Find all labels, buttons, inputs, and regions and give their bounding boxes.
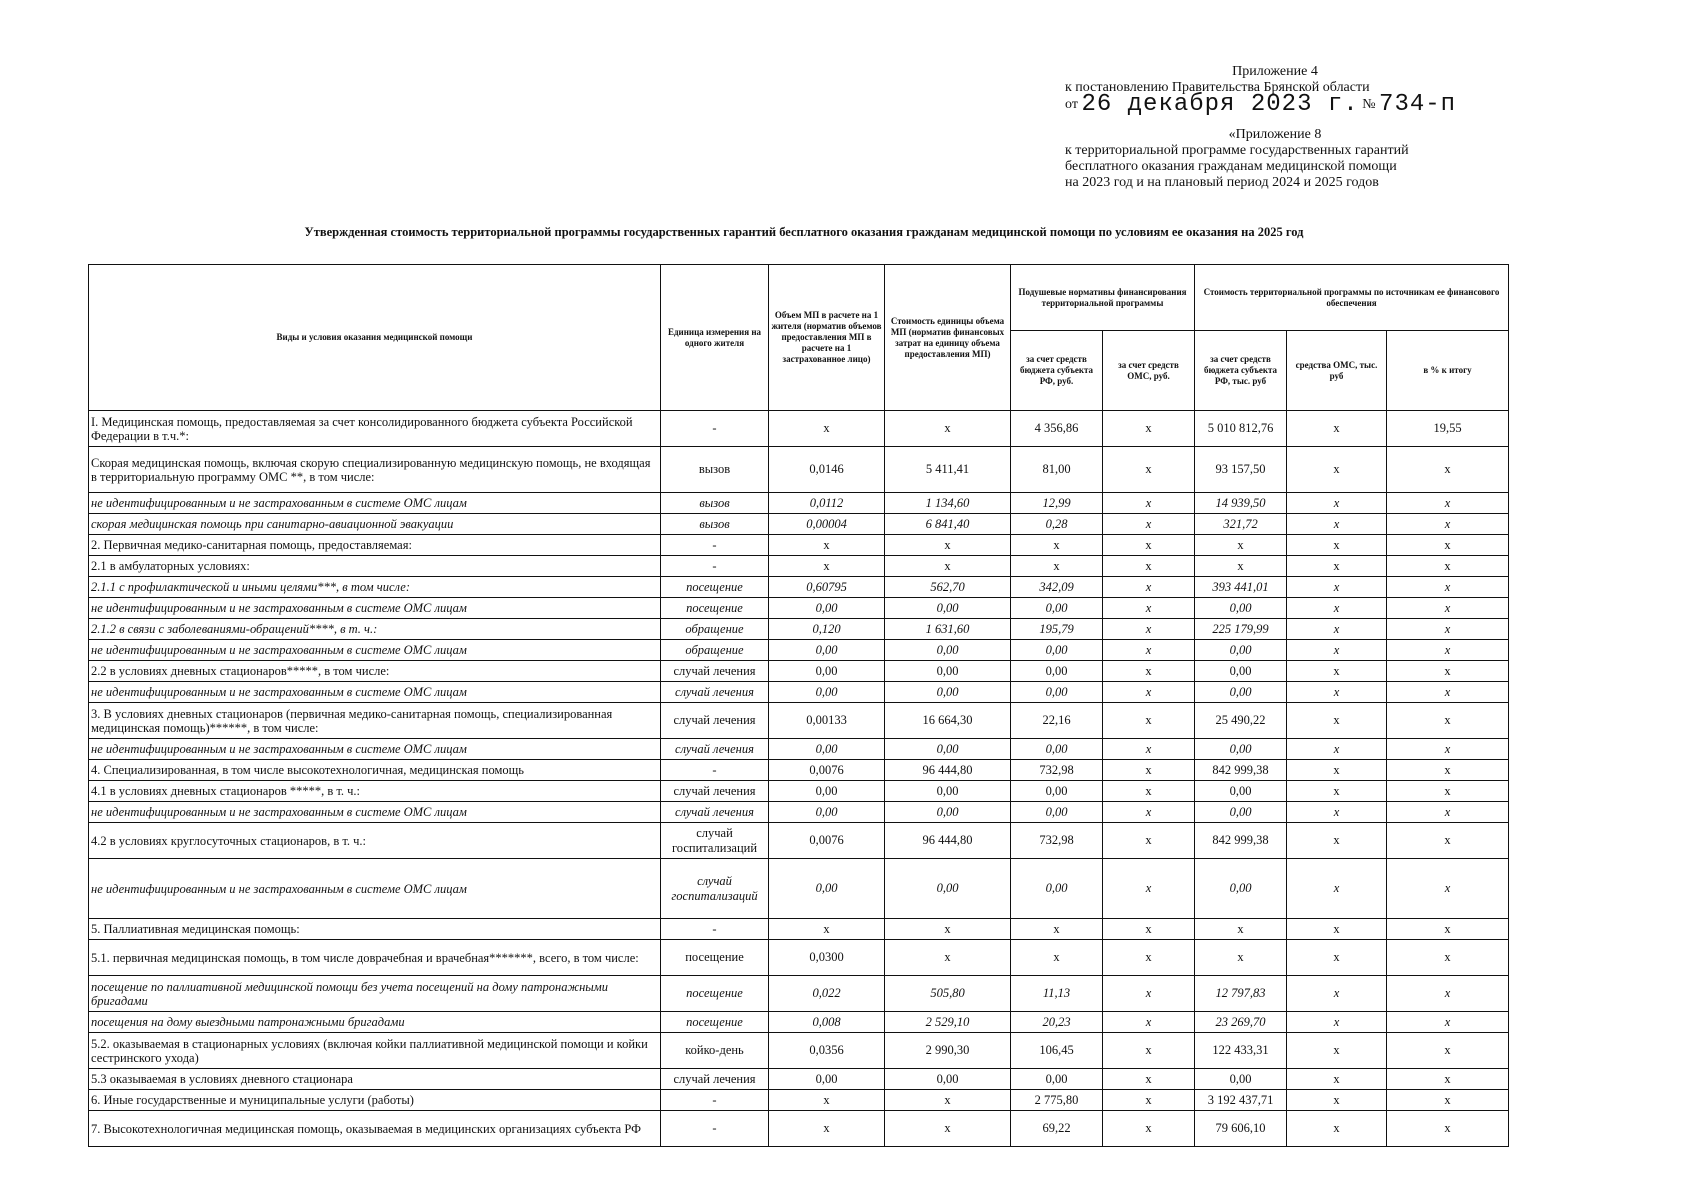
col-cost: Стоимость единицы объема МП (норматив финансовых затрат на единицу объема предоставления МП) [885, 265, 1011, 411]
cell-pc-oms: x [1103, 1111, 1195, 1147]
cell-budget: 842 999,38 [1195, 760, 1287, 781]
cell-budget: 0,00 [1195, 859, 1287, 919]
row-label: 5.3 оказываемая в условиях дневного стационара [89, 1069, 661, 1090]
cell-pc-budget: 732,98 [1011, 823, 1103, 859]
col-program-cost: Стоимость территориальной программы по источникам ее финансового обеспечения [1195, 265, 1509, 331]
cell-percent: x [1387, 940, 1509, 976]
cell-percent: x [1387, 493, 1509, 514]
appendix-header [1065, 64, 1485, 191]
cell-oms: x [1287, 823, 1387, 859]
cell-oms: x [1287, 514, 1387, 535]
cell-budget: 3 192 437,71 [1195, 1090, 1287, 1111]
cell-pc-oms: x [1103, 640, 1195, 661]
decree-reference: к постановлению Правительства Брянской области [1065, 80, 1370, 95]
cell-oms: x [1287, 1069, 1387, 1090]
cell-budget: 0,00 [1195, 682, 1287, 703]
table-row [89, 411, 1509, 447]
row-label: не идентифицированным и не застрахованным в системе ОМС лицам [89, 493, 661, 514]
cell-oms: x [1287, 493, 1387, 514]
cell-budget: 842 999,38 [1195, 823, 1287, 859]
appendix8-label: «Приложение 8 [1228, 127, 1322, 142]
cell-volume: x [769, 411, 885, 447]
cell-pc-budget: 0,00 [1011, 682, 1103, 703]
cell-pc-oms: x [1103, 781, 1195, 802]
cell-volume: 0,0076 [769, 760, 885, 781]
cell-volume: 0,0112 [769, 493, 885, 514]
cell-budget: 122 433,31 [1195, 1033, 1287, 1069]
cell-percent: x [1387, 640, 1509, 661]
cell-percent: x [1387, 703, 1509, 739]
row-label: 7. Высокотехнологичная медицинская помощь, оказываемая в медицинских организациях субъекта РФ [89, 1111, 661, 1147]
table-row [89, 535, 1509, 556]
table-row [89, 1090, 1509, 1111]
row-label: посещения на дому выездными патронажными бригадами [89, 1012, 661, 1033]
cell-budget: 79 606,10 [1195, 1111, 1287, 1147]
cell-pc-oms: x [1103, 1033, 1195, 1069]
cell-cost: 0,00 [885, 802, 1011, 823]
cell-unit: случай лечения [661, 682, 769, 703]
cell-pc-oms: x [1103, 661, 1195, 682]
cell-volume: 0,0356 [769, 1033, 885, 1069]
cell-pc-budget: 0,00 [1011, 598, 1103, 619]
date-prefix: от [1065, 97, 1078, 112]
cell-percent: x [1387, 1090, 1509, 1111]
cell-percent: x [1387, 1069, 1509, 1090]
cell-unit: случай лечения [661, 1069, 769, 1090]
table-row [89, 781, 1509, 802]
col-per-capita: Подушевые нормативы финансирования территориальной программы [1011, 265, 1195, 331]
cell-pc-oms: x [1103, 619, 1195, 640]
cell-unit: случай госпитализаций [661, 859, 769, 919]
cell-cost: 96 444,80 [885, 823, 1011, 859]
program-line-2: бесплатного оказания гражданам медицинской помощи [1065, 159, 1397, 174]
cell-unit: посещение [661, 940, 769, 976]
table-row [89, 940, 1509, 976]
cell-pc-oms: x [1103, 760, 1195, 781]
cell-oms: x [1287, 598, 1387, 619]
cell-budget: 0,00 [1195, 598, 1287, 619]
table-row [89, 739, 1509, 760]
program-line-1: к территориальной программе государственных гарантий [1065, 143, 1409, 158]
cell-cost: 0,00 [885, 598, 1011, 619]
cell-pc-budget: 69,22 [1011, 1111, 1103, 1147]
row-label: не идентифицированным и не застрахованным в системе ОМС лицам [89, 739, 661, 760]
cell-oms: x [1287, 919, 1387, 940]
table-row [89, 447, 1509, 493]
cell-unit: - [661, 760, 769, 781]
table-row [89, 919, 1509, 940]
cell-unit: случай лечения [661, 703, 769, 739]
cell-budget: 0,00 [1195, 661, 1287, 682]
cell-percent: x [1387, 976, 1509, 1012]
cell-budget: 5 010 812,76 [1195, 411, 1287, 447]
cell-cost: 0,00 [885, 739, 1011, 760]
cell-cost: x [885, 556, 1011, 577]
cell-budget: 23 269,70 [1195, 1012, 1287, 1033]
col-per-capita-budget: за счет средств бюджета субъекта РФ, руб. [1011, 331, 1103, 411]
cell-budget: 225 179,99 [1195, 619, 1287, 640]
cell-oms: x [1287, 556, 1387, 577]
cell-pc-oms: x [1103, 919, 1195, 940]
row-label: 2.1.2 в связи с заболеваниями-обращений****, в т. ч.: [89, 619, 661, 640]
cell-volume: 0,00 [769, 739, 885, 760]
cell-unit: посещение [661, 598, 769, 619]
cell-pc-oms: x [1103, 493, 1195, 514]
cell-unit: - [661, 919, 769, 940]
cell-volume: x [769, 556, 885, 577]
cell-percent: x [1387, 760, 1509, 781]
cell-percent: x [1387, 781, 1509, 802]
table-row [89, 802, 1509, 823]
cell-volume: 0,0146 [769, 447, 885, 493]
cell-pc-oms: x [1103, 940, 1195, 976]
cell-pc-budget: x [1011, 535, 1103, 556]
cell-percent: x [1387, 919, 1509, 940]
cell-volume: x [769, 1090, 885, 1111]
cell-cost: 0,00 [885, 859, 1011, 919]
row-label: не идентифицированным и не застрахованным в системе ОМС лицам [89, 640, 661, 661]
cell-pc-budget: x [1011, 919, 1103, 940]
cell-percent: x [1387, 661, 1509, 682]
cell-percent: x [1387, 619, 1509, 640]
row-label: 5.2. оказываемая в стационарных условиях (включая койки паллиативной медицинской помощи и койки сестринского ухода) [89, 1033, 661, 1069]
cell-volume: 0,00133 [769, 703, 885, 739]
cell-oms: x [1287, 619, 1387, 640]
cell-pc-oms: x [1103, 598, 1195, 619]
cell-pc-oms: x [1103, 739, 1195, 760]
cell-unit: случай лечения [661, 661, 769, 682]
row-label: скорая медицинская помощь при санитарно-авиационной эвакуации [89, 514, 661, 535]
number-sign: № [1362, 97, 1376, 112]
cell-unit: случай лечения [661, 739, 769, 760]
table-row [89, 859, 1509, 919]
cell-pc-budget: 732,98 [1011, 760, 1103, 781]
col-program-oms: средства ОМС, тыс. руб [1287, 331, 1387, 411]
row-label: I. Медицинская помощь, предоставляемая за счет консолидированного бюджета субъекта Российской Федерации в т.ч.*: [89, 411, 661, 447]
table-row [89, 577, 1509, 598]
cell-unit: - [661, 1111, 769, 1147]
col-program-percent: в % к итогу [1387, 331, 1509, 411]
row-label: не идентифицированным и не застрахованным в системе ОМС лицам [89, 598, 661, 619]
cell-cost: 0,00 [885, 1069, 1011, 1090]
cell-percent: x [1387, 802, 1509, 823]
cell-volume: 0,00 [769, 598, 885, 619]
cell-volume: 0,00 [769, 661, 885, 682]
cell-cost: 0,00 [885, 781, 1011, 802]
cell-pc-oms: x [1103, 703, 1195, 739]
table-row [89, 661, 1509, 682]
cell-oms: x [1287, 802, 1387, 823]
table-row [89, 1111, 1509, 1147]
table-row [89, 823, 1509, 859]
cost-table [88, 264, 1509, 1147]
cell-percent: x [1387, 514, 1509, 535]
row-label: 2.1 в амбулаторных условиях: [89, 556, 661, 577]
cell-budget: 393 441,01 [1195, 577, 1287, 598]
cell-pc-oms: x [1103, 1069, 1195, 1090]
cell-volume: 0,00 [769, 802, 885, 823]
cell-unit: обращение [661, 640, 769, 661]
cell-cost: x [885, 940, 1011, 976]
cell-budget: 0,00 [1195, 802, 1287, 823]
cell-oms: x [1287, 640, 1387, 661]
cell-volume: 0,00 [769, 640, 885, 661]
decree-number: 734-п [1379, 91, 1457, 118]
cell-pc-budget: 342,09 [1011, 577, 1103, 598]
cell-budget: 93 157,50 [1195, 447, 1287, 493]
cell-unit: случай госпитализаций [661, 823, 769, 859]
cell-percent: x [1387, 1033, 1509, 1069]
row-label: 3. В условиях дневных стационаров (первичная медико-санитарная помощь, специализированная медицинская помощь)******, в том числе: [89, 703, 661, 739]
cell-cost: x [885, 535, 1011, 556]
cell-pc-budget: 0,00 [1011, 859, 1103, 919]
cell-unit: - [661, 556, 769, 577]
cell-pc-budget: x [1011, 940, 1103, 976]
cell-unit: вызов [661, 447, 769, 493]
table-row [89, 976, 1509, 1012]
row-label: 6. Иные государственные и муниципальные услуги (работы) [89, 1090, 661, 1111]
cell-pc-oms: x [1103, 514, 1195, 535]
cell-percent: x [1387, 598, 1509, 619]
cell-pc-budget: 0,00 [1011, 802, 1103, 823]
document-title: Утвержденная стоимость территориальной программы государственных гарантий бесплатного оказания гражданам медицинской помощи по условиям ее оказания на 2025 год [304, 225, 1304, 239]
cell-percent: x [1387, 1012, 1509, 1033]
cell-percent: x [1387, 823, 1509, 859]
cell-cost: 6 841,40 [885, 514, 1011, 535]
cell-oms: x [1287, 976, 1387, 1012]
cell-budget: 25 490,22 [1195, 703, 1287, 739]
cell-unit: койко-день [661, 1033, 769, 1069]
cell-oms: x [1287, 447, 1387, 493]
cell-cost: 0,00 [885, 682, 1011, 703]
cell-cost: x [885, 1090, 1011, 1111]
cell-unit: случай лечения [661, 781, 769, 802]
cell-cost: 1 134,60 [885, 493, 1011, 514]
cell-pc-oms: x [1103, 976, 1195, 1012]
cell-oms: x [1287, 411, 1387, 447]
cell-cost: 2 529,10 [885, 1012, 1011, 1033]
cell-pc-oms: x [1103, 535, 1195, 556]
row-label: 4.2 в условиях круглосуточных стационаров, в т. ч.: [89, 823, 661, 859]
cell-budget: x [1195, 940, 1287, 976]
cell-cost: 96 444,80 [885, 760, 1011, 781]
cell-unit: - [661, 1090, 769, 1111]
cell-oms: x [1287, 760, 1387, 781]
cell-pc-budget: 106,45 [1011, 1033, 1103, 1069]
cell-volume: 0,0076 [769, 823, 885, 859]
cell-unit: посещение [661, 976, 769, 1012]
table-row [89, 682, 1509, 703]
cell-pc-budget: 0,00 [1011, 739, 1103, 760]
cell-unit: - [661, 535, 769, 556]
cell-cost: 2 990,30 [885, 1033, 1011, 1069]
cell-percent: x [1387, 682, 1509, 703]
cell-oms: x [1287, 577, 1387, 598]
table-body [89, 411, 1509, 1147]
cell-unit: посещение [661, 1012, 769, 1033]
cell-percent: x [1387, 447, 1509, 493]
cell-budget: 0,00 [1195, 1069, 1287, 1090]
cell-cost: x [885, 1111, 1011, 1147]
cell-cost: 505,80 [885, 976, 1011, 1012]
row-label: посещение по паллиативной медицинской помощи без учета посещений на дому патронажными бригадами [89, 976, 661, 1012]
cell-pc-oms: x [1103, 411, 1195, 447]
row-label: 5.1. первичная медицинская помощь, в том числе доврачебная и врачебная*******, всего, в том числе: [89, 940, 661, 976]
table-row [89, 598, 1509, 619]
col-unit: Единица измерения на одного жителя [661, 265, 769, 411]
table-row [89, 619, 1509, 640]
cell-pc-oms: x [1103, 447, 1195, 493]
table-row [89, 1033, 1509, 1069]
cell-volume: 0,0300 [769, 940, 885, 976]
cell-percent: x [1387, 739, 1509, 760]
cell-oms: x [1287, 1033, 1387, 1069]
cell-pc-oms: x [1103, 802, 1195, 823]
cell-pc-budget: 0,00 [1011, 640, 1103, 661]
cell-volume: 0,00 [769, 682, 885, 703]
cell-unit: случай лечения [661, 802, 769, 823]
cell-volume: 0,00 [769, 781, 885, 802]
cell-volume: 0,022 [769, 976, 885, 1012]
cell-percent: x [1387, 1111, 1509, 1147]
decree-date: 26 декабря 2023 г. [1081, 91, 1359, 118]
cell-percent: 19,55 [1387, 411, 1509, 447]
cell-unit: обращение [661, 619, 769, 640]
cell-budget: x [1195, 919, 1287, 940]
col-per-capita-oms: за счет средств ОМС, руб. [1103, 331, 1195, 411]
cell-pc-budget: 11,13 [1011, 976, 1103, 1012]
cell-oms: x [1287, 859, 1387, 919]
decree-date-line [1065, 91, 1485, 118]
cell-oms: x [1287, 661, 1387, 682]
cell-pc-oms: x [1103, 1012, 1195, 1033]
cell-pc-oms: x [1103, 682, 1195, 703]
table-row [89, 1012, 1509, 1033]
cell-oms: x [1287, 703, 1387, 739]
cell-budget: 12 797,83 [1195, 976, 1287, 1012]
program-line-3: на 2023 год и на плановый период 2024 и 2025 годов [1065, 175, 1379, 190]
cell-pc-oms: x [1103, 823, 1195, 859]
row-label: 5. Паллиативная медицинская помощь: [89, 919, 661, 940]
cell-pc-oms: x [1103, 577, 1195, 598]
cell-cost: 16 664,30 [885, 703, 1011, 739]
cell-pc-budget: 0,28 [1011, 514, 1103, 535]
cell-budget: 321,72 [1195, 514, 1287, 535]
col-volume: Объем МП в расчете на 1 жителя (норматив объемов предоставления МП в расчете на 1 застрахованное лицо) [769, 265, 885, 411]
cell-cost: 562,70 [885, 577, 1011, 598]
cell-unit: - [661, 411, 769, 447]
row-label: 2.1.1 с профилактической и иными целями***, в том числе: [89, 577, 661, 598]
cell-oms: x [1287, 940, 1387, 976]
cell-volume: x [769, 919, 885, 940]
cell-pc-budget: 81,00 [1011, 447, 1103, 493]
cell-percent: x [1387, 535, 1509, 556]
cell-percent: x [1387, 859, 1509, 919]
cell-pc-oms: x [1103, 556, 1195, 577]
cell-volume: x [769, 1111, 885, 1147]
table-row [89, 556, 1509, 577]
row-label: 4.1 в условиях дневных стационаров *****, в т. ч.: [89, 781, 661, 802]
cell-cost: x [885, 919, 1011, 940]
cell-budget: 0,00 [1195, 640, 1287, 661]
cell-budget: x [1195, 535, 1287, 556]
cell-pc-budget: 22,16 [1011, 703, 1103, 739]
cell-oms: x [1287, 682, 1387, 703]
cell-unit: посещение [661, 577, 769, 598]
row-label: не идентифицированным и не застрахованным в системе ОМС лицам [89, 682, 661, 703]
cell-cost: x [885, 411, 1011, 447]
cell-pc-budget: 20,23 [1011, 1012, 1103, 1033]
cell-pc-budget: 12,99 [1011, 493, 1103, 514]
cell-oms: x [1287, 1012, 1387, 1033]
cell-cost: 1 631,60 [885, 619, 1011, 640]
cell-pc-budget: x [1011, 556, 1103, 577]
cell-volume: 0,008 [769, 1012, 885, 1033]
row-label: 2.2 в условиях дневных стационаров*****, в том числе: [89, 661, 661, 682]
cell-cost: 0,00 [885, 661, 1011, 682]
cell-pc-budget: 0,00 [1011, 661, 1103, 682]
cell-cost: 0,00 [885, 640, 1011, 661]
row-label: Скорая медицинская помощь, включая скорую специализированную медицинскую помощь, не входящая в территориальную программу ОМС **, в том числе: [89, 447, 661, 493]
cell-oms: x [1287, 1111, 1387, 1147]
cell-oms: x [1287, 1090, 1387, 1111]
table-row [89, 514, 1509, 535]
cell-volume: 0,00 [769, 859, 885, 919]
cell-percent: x [1387, 556, 1509, 577]
cell-unit: вызов [661, 493, 769, 514]
row-label: не идентифицированным и не застрахованным в системе ОМС лицам [89, 859, 661, 919]
cell-oms: x [1287, 781, 1387, 802]
cell-volume: 0,00004 [769, 514, 885, 535]
cell-pc-oms: x [1103, 859, 1195, 919]
cell-volume: x [769, 535, 885, 556]
cell-budget: 0,00 [1195, 781, 1287, 802]
cell-pc-budget: 0,00 [1011, 1069, 1103, 1090]
cell-volume: 0,60795 [769, 577, 885, 598]
col-types: Виды и условия оказания медицинской помощи [89, 265, 661, 411]
row-label: не идентифицированным и не застрахованным в системе ОМС лицам [89, 802, 661, 823]
cell-budget: x [1195, 556, 1287, 577]
table-row [89, 493, 1509, 514]
row-label: 4. Специализированная, в том числе высокотехнологичная, медицинская помощь [89, 760, 661, 781]
table-row [89, 760, 1509, 781]
cell-budget: 0,00 [1195, 739, 1287, 760]
cell-unit: вызов [661, 514, 769, 535]
cell-oms: x [1287, 535, 1387, 556]
cell-percent: x [1387, 577, 1509, 598]
cell-pc-budget: 0,00 [1011, 781, 1103, 802]
cell-budget: 14 939,50 [1195, 493, 1287, 514]
cell-volume: 0,00 [769, 1069, 885, 1090]
cell-oms: x [1287, 739, 1387, 760]
col-program-budget: за счет средств бюджета субъекта РФ, тыс. руб [1195, 331, 1287, 411]
cell-volume: 0,120 [769, 619, 885, 640]
cell-pc-oms: x [1103, 1090, 1195, 1111]
table-row [89, 1069, 1509, 1090]
row-label: 2. Первичная медико-санитарная помощь, предоставляемая: [89, 535, 661, 556]
table-row [89, 703, 1509, 739]
cell-pc-budget: 2 775,80 [1011, 1090, 1103, 1111]
cell-pc-budget: 195,79 [1011, 619, 1103, 640]
cell-cost: 5 411,41 [885, 447, 1011, 493]
appendix4-label: Приложение 4 [1232, 64, 1318, 79]
table-row [89, 640, 1509, 661]
cell-pc-budget: 4 356,86 [1011, 411, 1103, 447]
